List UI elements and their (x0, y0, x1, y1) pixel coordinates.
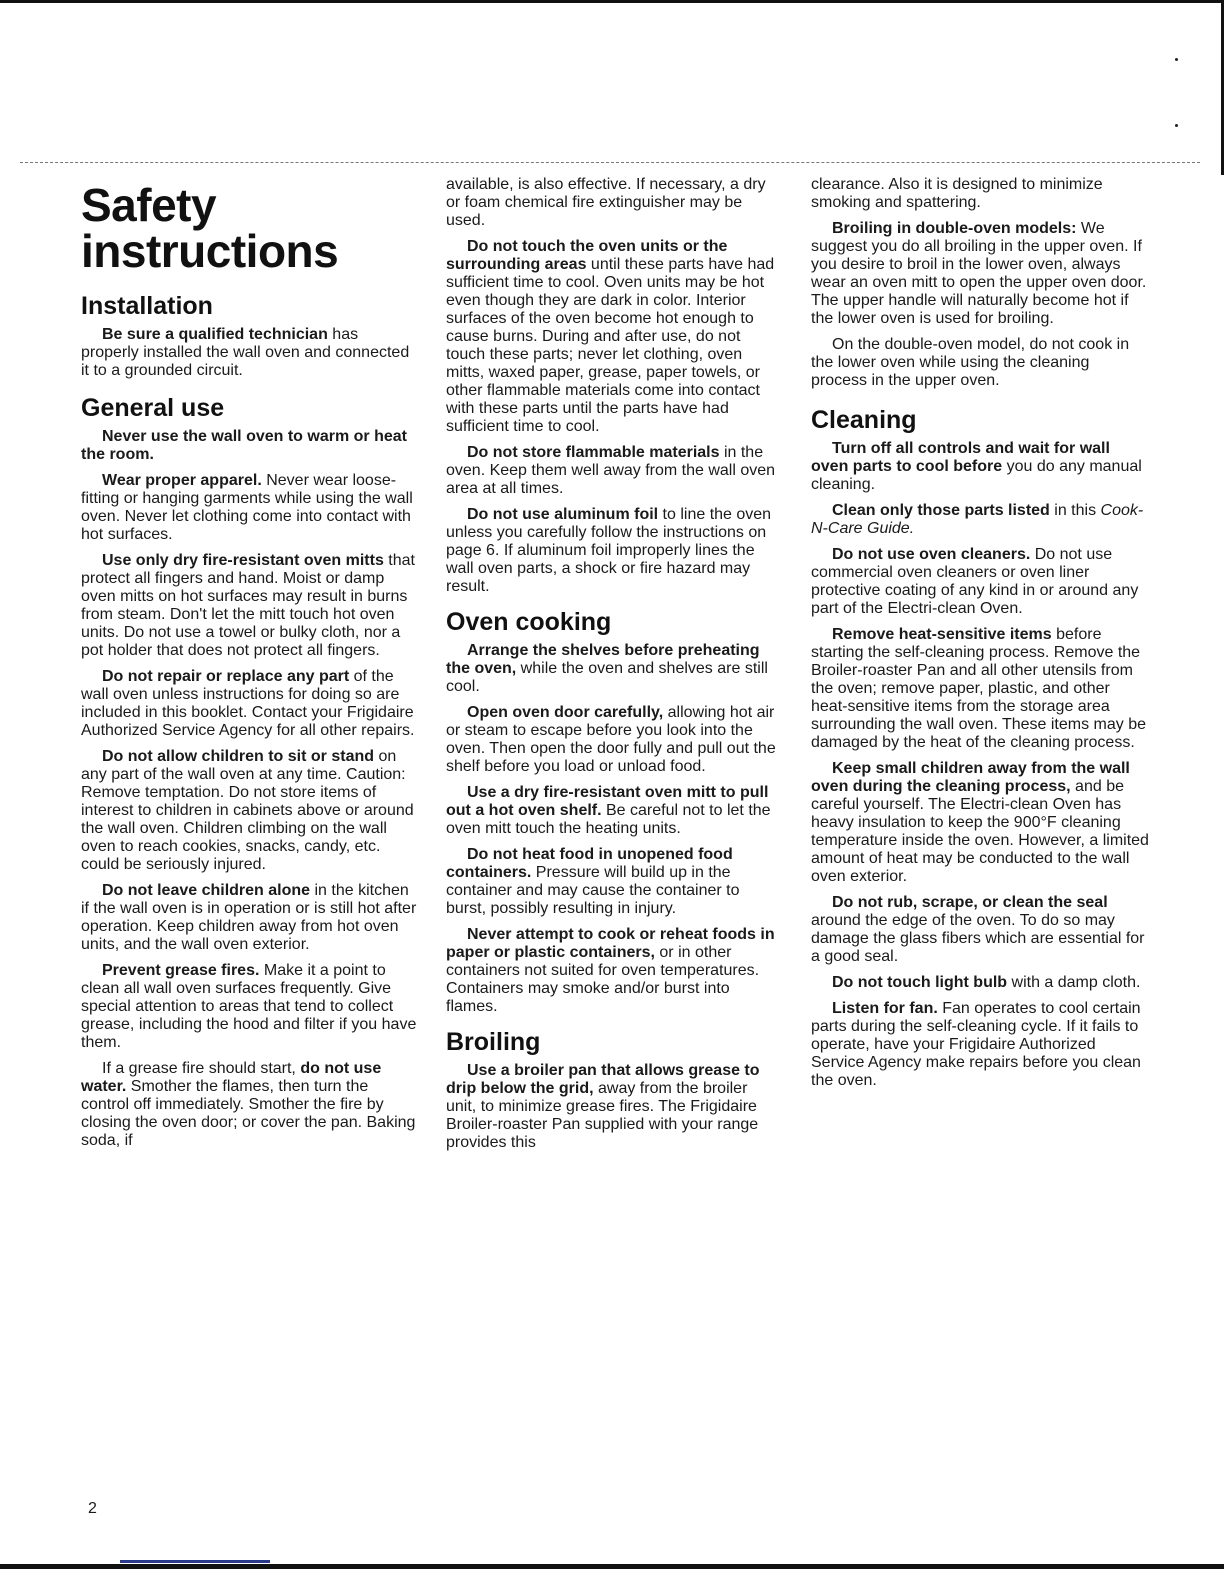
paragraph (446, 176, 780, 230)
bold-lead: Remove heat-sensitive items (832, 626, 1052, 643)
bold-lead: Turn off all controls and wait for wall oven parts to cool before (811, 440, 1110, 475)
paragraph (81, 668, 419, 740)
bold-lead: Do not leave children alone (102, 882, 311, 899)
paragraph (81, 748, 419, 874)
paragraph (81, 326, 419, 380)
bold-lead: Do not touch the oven units or the surrounding areas (446, 238, 728, 273)
body-text: until these parts have had sufficient time to cool. Oven units may be hot even though they are dark in color. Interior surfaces of the oven become hot enough to cause burns. During and after use, do not touch these parts; never let clothing, oven mitts, waxed paper, grease, paper towels, or other flammable materials come into contact with these parts until the parts have had sufficient time to cool. (446, 256, 775, 435)
paragraph (81, 1060, 419, 1150)
body-text: you do any manual cleaning. (811, 458, 1142, 493)
paragraph (81, 962, 419, 1052)
paragraph (446, 784, 780, 838)
bold-lead: Clean only those parts listed (832, 502, 1050, 519)
scan-speck (1175, 58, 1178, 61)
bold-lead: Use only dry fire-resistant oven mitts (102, 552, 384, 569)
body-text: to line the oven unless you carefully follow the instructions on page 6. If aluminum foil improperly lines the wall oven parts, a shock or fire hazard may result. (446, 506, 772, 595)
paragraph (446, 846, 780, 918)
paragraph (811, 760, 1149, 886)
paragraph (81, 472, 419, 544)
body-text: before starting the self-cleaning process. Remove the Broiler-roaster Pan and all other utensils from the oven; remove paper, plastic, and other heat-sensitive items from the storage area surrounding the wall oven. These items may be damaged by the heat of the cleaning process. (811, 626, 1146, 751)
bold-lead: Open oven door carefully, (467, 704, 664, 721)
body-text: Smother the flames, then turn the control off immediately. Smother the fire by closing the oven door; or cover the pan. Baking soda, if (81, 1078, 416, 1149)
scan-speck (1175, 124, 1178, 127)
paragraph (446, 704, 780, 776)
paragraph (811, 894, 1149, 966)
body-text: allowing hot air or steam to escape before you look into the oven. Then open the door fully and pull out the shelf before you load or unload food. (446, 704, 776, 775)
broiling-heading: Broiling (446, 1028, 541, 1056)
bold-lead: Do not heat food in unopened food containers. (446, 846, 733, 881)
bold-lead: Do not touch light bulb (832, 974, 1008, 991)
top-border (0, 0, 1224, 3)
body-text: on any part of the wall oven at any time. Caution: Remove temptation. Do not store items of interest to children in cabinets above or around the wall oven. Children climbing on the wall oven to reach cookies, snacks, candy, etc. could be seriously injured. (81, 748, 414, 873)
body-text: available, is also effective. If necessary, a dry or foam chemical fire extinguisher may be used. (446, 176, 766, 229)
bold-lead: Arrange the shelves before preheating the oven, (446, 642, 760, 677)
body-text: We suggest you do all broiling in the upper oven. If you desire to broil in the lower oven, always wear an oven mitt to open the upper oven door. The upper handle will naturally become hot if the lower oven is used for broiling. (811, 220, 1147, 327)
body-text: of the wall oven unless instructions for doing so are included in this booklet. Contact your Frigidaire Authorized Service Agency for all other repairs. (81, 668, 415, 739)
body-text: in the kitchen if the wall oven is in operation or is still hot after operation. Keep children away from hot oven units, and the wall oven exterior. (81, 882, 417, 953)
paragraph (446, 1062, 780, 1152)
paragraph (811, 220, 1149, 328)
bold-lead: Do not store flammable materials (467, 444, 720, 461)
bold-lead: Do not repair or replace any part (102, 668, 350, 685)
paragraph (446, 444, 780, 498)
bold-lead: Use a dry fire-resistant oven mitt to pull out a hot oven shelf. (446, 784, 769, 819)
body-text: away from the broiler unit, to minimize grease fires. The Frigidaire Broiler-roaster Pan supplied with your range provides this (446, 1080, 759, 1151)
bold-lead: Do not use aluminum foil (467, 506, 659, 523)
body-text: has properly installed the wall oven and connected it to a grounded circuit. (81, 326, 410, 379)
bold-lead: Do not rub, scrape, or clean the seal (832, 894, 1108, 911)
paragraph (811, 502, 1149, 538)
column-3 (811, 176, 1149, 1098)
paragraph (81, 882, 419, 954)
paragraph (811, 336, 1149, 390)
page-title (81, 179, 419, 277)
divider-line (20, 162, 1200, 163)
italic-text: Cook-N-Care Guide. (811, 502, 1144, 537)
bold-lead: Keep small children away from the wall oven during the cleaning process, (811, 760, 1130, 795)
bold-lead: Use a broiler pan that allows grease to drip below the grid, (446, 1062, 760, 1097)
bottom-border (0, 1564, 1224, 1569)
body-text: that protect all fingers and hand. Moist or damp oven mitts on hot surfaces may result in burns from steam. Don't let the mitt touch hot oven units. Do not use a towel or bulky cloth, nor a pot holder that does not protect all fingers. (81, 552, 415, 659)
body-text: Do not use commercial oven cleaners or oven liner protective coating of any kind in or around any part of the Electri-clean Oven. (811, 546, 1139, 617)
cleaning-heading: Cleaning (811, 406, 917, 434)
body-text: Make it a point to clean all wall oven surfaces frequently. Give special attention to areas that tend to collect grease, including the hood and filter if you have them. (81, 962, 417, 1051)
bold-lead: Wear proper apparel. (102, 472, 262, 489)
bold-lead: Prevent grease fires. (102, 962, 260, 979)
oven-cooking-heading: Oven cooking (446, 608, 612, 636)
bold-lead: Be sure a qualified technician (102, 326, 328, 343)
paragraph (811, 1000, 1149, 1090)
paragraph (811, 176, 1149, 212)
body-text: and be careful yourself. The Electri-clean Oven has heavy insulation to keep the 900°F cleaning temperature inside the oven. However, a limited amount of heat may be conducted to the wall oven exterior. (811, 778, 1149, 885)
column-2 (446, 176, 780, 1160)
bottom-accent (120, 1560, 270, 1563)
bold-lead: Do not use oven cleaners. (832, 546, 1031, 563)
paragraph (446, 238, 780, 436)
paragraph (811, 546, 1149, 618)
installation-heading: Installation (81, 292, 213, 320)
bold-lead: Broiling in double-oven models: (832, 220, 1077, 237)
body-text: clearance. Also it is designed to minimize smoking and spattering. (811, 176, 1103, 211)
paragraph (446, 506, 780, 596)
body-text: Fan operates to cool certain parts during the self-cleaning cycle. If it fails to operate, have your Frigidaire Authorized Service Agency make repairs before you clean the oven. (811, 1000, 1141, 1089)
body-text: Never wear loose-fitting or hanging garments while using the wall oven. Never let clothing come into contact with hot surfaces. (81, 472, 413, 543)
body-text: while the oven and shelves are still cool. (446, 660, 768, 695)
body-text: On the double-oven model, do not cook in the lower oven while using the cleaning process in the upper oven. (811, 336, 1130, 389)
paragraph (446, 926, 780, 1016)
bold-lead: Never attempt to cook or reheat foods in paper or plastic containers, (446, 926, 775, 961)
paragraph (81, 428, 419, 464)
paragraph (811, 626, 1149, 752)
column-1 (81, 176, 419, 1158)
bold-lead: do not use water. (81, 1060, 382, 1095)
body-text: with a damp cloth. (1007, 974, 1141, 991)
page-number: 2 (88, 1500, 97, 1517)
body-text: in the oven. Keep them well away from the wall oven area at all times. (446, 444, 776, 497)
body-text: Pressure will build up in the container and may cause the container to burst, possibly resulting in injury. (446, 864, 740, 917)
body-text: If a grease fire should start, (102, 1060, 301, 1077)
body-text: around the edge of the oven. To do so may damage the glass fibers which are essential for a good seal. (811, 912, 1145, 965)
title-line-2: instructions (81, 225, 339, 277)
bold-lead: Never use the wall oven to warm or heat the room. (81, 428, 407, 463)
body-text: or in other containers not suited for oven temperatures. Containers may smoke and/or burst into flames. (446, 944, 760, 1015)
title-line-1: Safety (81, 179, 217, 231)
bold-lead: Do not allow children to sit or stand (102, 748, 375, 765)
paragraph (811, 440, 1149, 494)
general-use-heading: General use (81, 394, 225, 422)
body-text: Be careful not to let the oven mitt touch the heating units. (446, 802, 771, 837)
body-text: in this (1049, 502, 1101, 519)
paragraph (811, 974, 1149, 992)
paragraph (81, 552, 419, 660)
paragraph (446, 642, 780, 696)
bold-lead: Listen for fan. (832, 1000, 938, 1017)
